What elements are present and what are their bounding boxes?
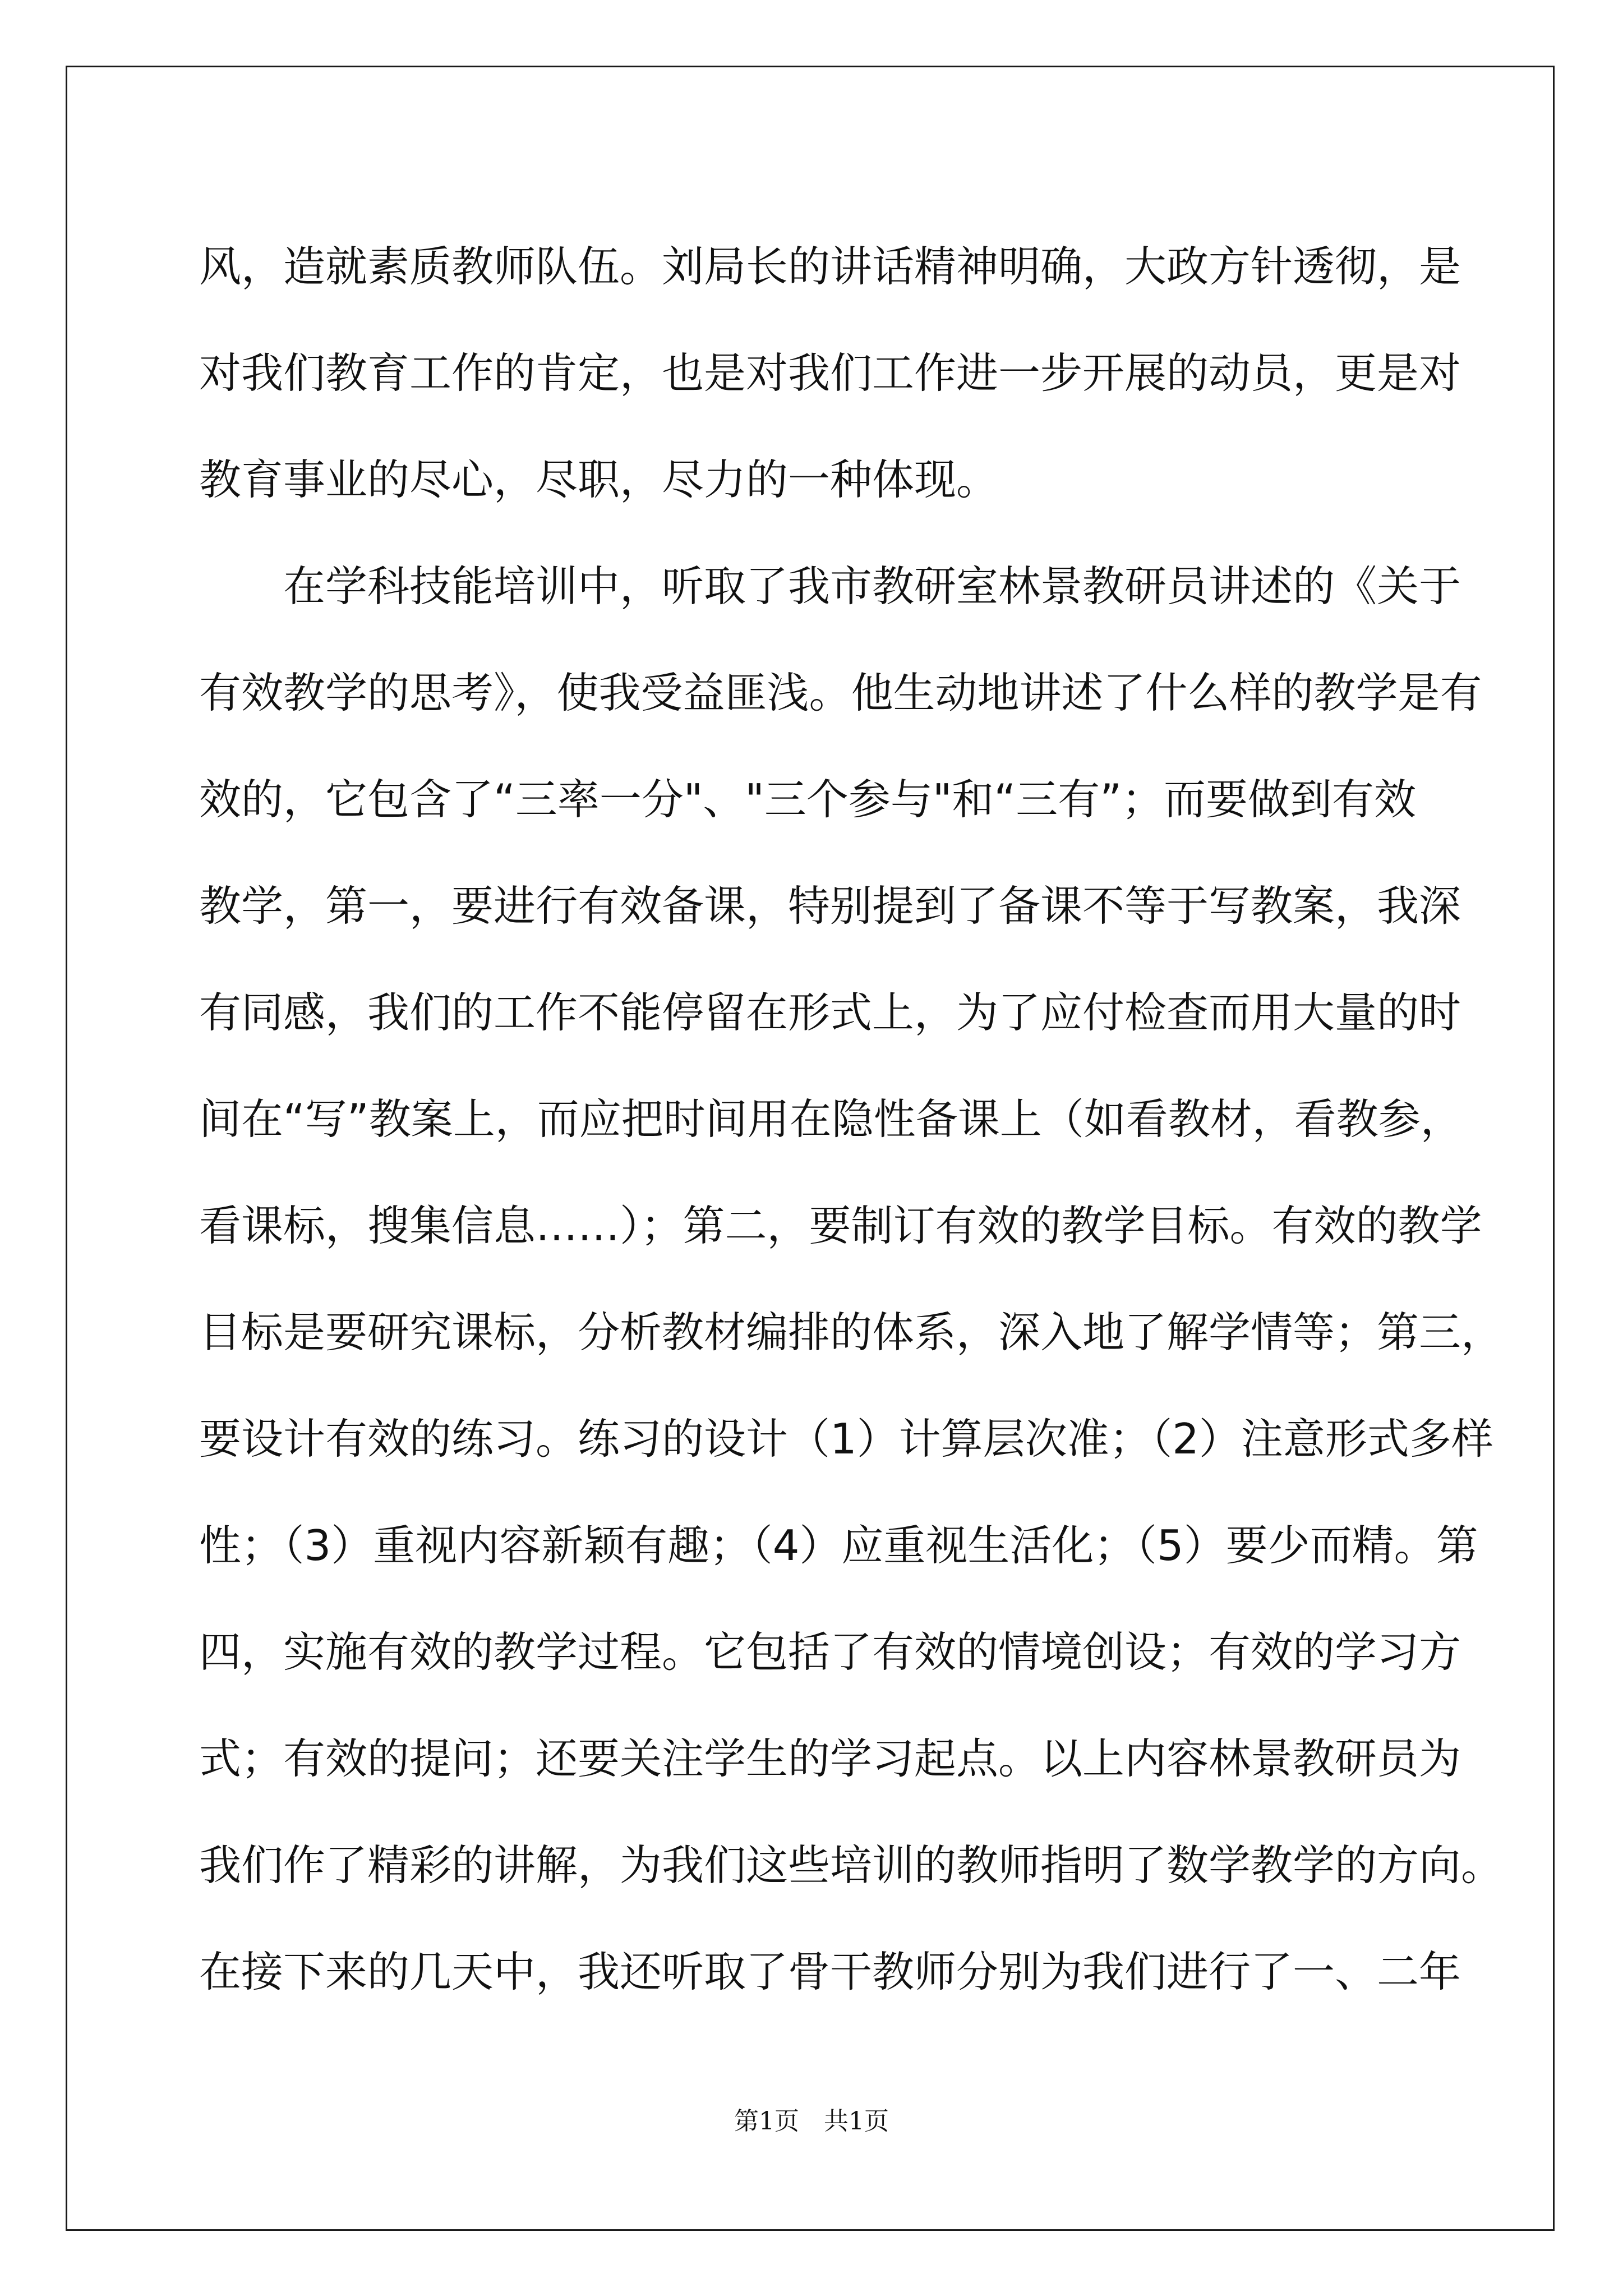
text-line-7: 教学，第一，要进行有效备课，特别提到了备课不等于写教案，我深 [199, 881, 1461, 931]
text-line-6: 效的，它包含了“三率一分"、"三个参与"和“三有”；而要做到有效 [199, 775, 1417, 824]
text-line-8: 有同感，我们的工作不能停留在形式上，为了应付检查而用大量的时 [199, 988, 1461, 1037]
text-line-1: 风，造就素质教师队伍。刘局长的讲话精神明确，大政方针透彻，是 [199, 242, 1461, 291]
text-line-11: 目标是要研究课标，分析教材编排的体系，深入地了解学情等；第三， [199, 1308, 1504, 1357]
text-line-5: 有效教学的思考》，使我受益匪浅。他生动地讲述了什么样的教学是有 [199, 668, 1482, 717]
text-line-10: 看课标，搜集信息……）；第二，要制订有效的教学目标。有效的教学 [199, 1201, 1482, 1250]
document-body [199, 213, 1504, 2025]
text-line-13: 性；（3）重视内容新颖有趣；（4）应重视生活化；（5）要少而精。第 [199, 1521, 1478, 1570]
text-line-9: 间在“写”教案上，而应把时间用在隐性备课上（如看教材，看教参， [199, 1094, 1463, 1144]
text-line-12: 要设计有效的练习。练习的设计（1）计算层次准；（2）注意形式多样 [199, 1414, 1493, 1464]
text-line-16: 我们作了精彩的讲解，为我们这些培训的教师指明了数学教学的方向。 [199, 1841, 1504, 1890]
text-line-2: 对我们教育工作的肯定，也是对我们工作进一步开展的动员，更是对 [199, 348, 1461, 398]
page-number-footer: 第1页 共1页 [734, 2107, 889, 2136]
text-line-14: 四，实施有效的教学过程。它包括了有效的情境创设；有效的学习方 [199, 1627, 1461, 1677]
text-line-15: 式；有效的提问；还要关注学生的学习起点。以上内容林景教研员为 [199, 1734, 1461, 1783]
text-line-4: 在学科技能培训中，听取了我市教研室林景教研员讲述的《关于 [199, 562, 1461, 611]
text-line-17: 在接下来的几天中，我还听取了骨干教师分别为我们进行了一、二年 [199, 1947, 1461, 1996]
text-line-3: 教育事业的尽心，尽职，尽力的一种体现。 [199, 455, 999, 504]
